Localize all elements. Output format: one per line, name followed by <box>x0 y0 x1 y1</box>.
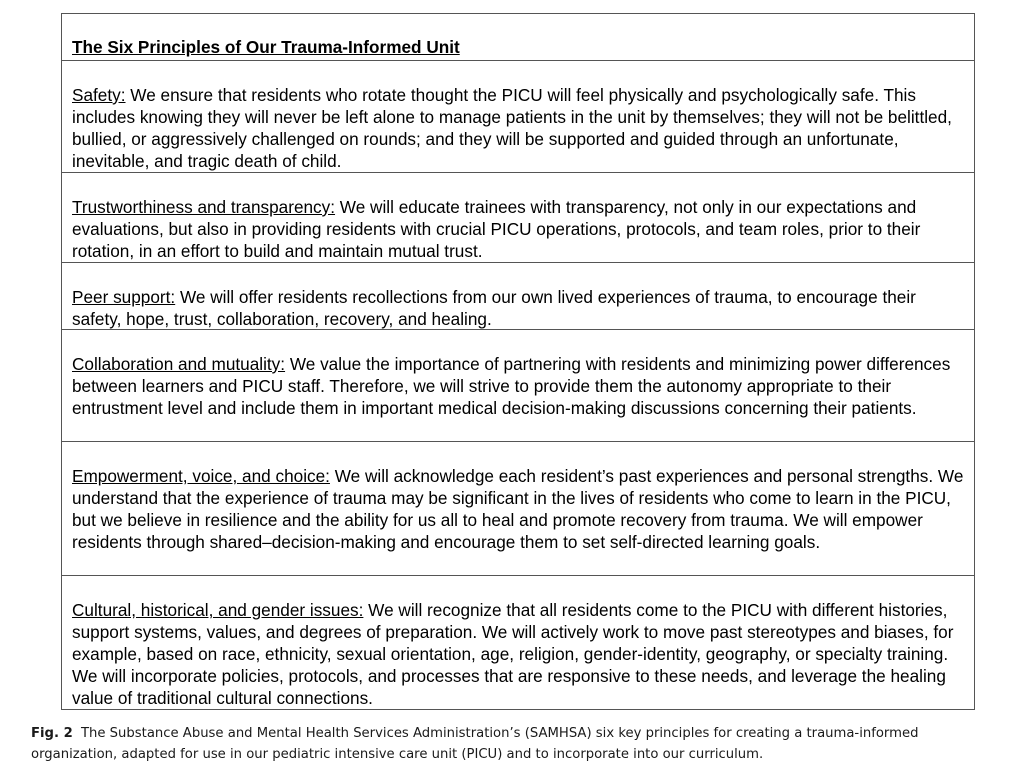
figure-caption <box>31 723 981 765</box>
principle-row-collaboration <box>62 329 974 441</box>
principle-row-empowerment <box>62 441 974 575</box>
principle-heading: Trustworthiness and transparency: <box>72 197 336 217</box>
table-title: The Six Principles of Our Trauma-Informed Unit <box>72 37 460 57</box>
caption-text: The Substance Abuse and Mental Health Services Administration’s (SAMHSA) six key principles for creating a trauma-informed organization, adapted for use in our pediatric intensive care unit (PICU) and to incorporate into our curriculum. <box>31 726 919 762</box>
principle-row-peer-support <box>62 262 974 329</box>
principle-row-cultural <box>62 575 974 709</box>
principle-heading: Safety: <box>72 85 126 105</box>
principle-heading: Empowerment, voice, and choice: <box>72 466 330 486</box>
principles-table <box>61 13 975 710</box>
principle-text: We will recognize that all residents come to the PICU with different histories, support systems, values, and degrees of preparation. We will actively work to move past stereotypes and biases, for example, based on race, ethnicity, sexual orientation, age, religion, gender-identity, geography, or specialty training. We will incorporate policies, protocols, and processes that are responsive to these needs, and leverage the healing value of traditional cultural connections. <box>72 600 954 708</box>
principle-text: We value the importance of partnering with residents and minimizing power differences between learners and PICU staff. Therefore, we will strive to provide them the autonomy appropriate to their entrustment level and include them in important medical decision-making discussions concerning their patients. <box>72 354 951 418</box>
principle-heading: Peer support: <box>72 287 176 307</box>
principle-row-trustworthiness <box>62 172 974 262</box>
principle-text: We will educate trainees with transparency, not only in our expectations and evaluations, but also in providing residents with crucial PICU operations, protocols, and team roles, prior to their rotation, in an effort to build and maintain mutual trust. <box>72 197 921 261</box>
principle-text: We will offer residents recollections from our own lived experiences of trauma, to encourage their safety, hope, trust, collaboration, recovery, and healing. <box>72 287 916 329</box>
table-title-row <box>62 14 974 60</box>
figure-label: Fig. 2 <box>31 726 73 741</box>
principle-text: We will acknowledge each resident’s past experiences and personal strengths. We understand that the experience of trauma may be significant in the lives of residents who come to learn in the PICU, but we believe in resilience and the ability for us all to heal and promote recovery from trauma. We will empower residents through shared–decision-making and encourage them to set self-directed learning goals. <box>72 466 964 552</box>
principle-heading: Cultural, historical, and gender issues: <box>72 600 364 620</box>
principle-heading: Collaboration and mutuality: <box>72 354 286 374</box>
principle-text: We ensure that residents who rotate thought the PICU will feel physically and psychologically safe. This includes knowing they will never be left alone to manage patients in the unit by themselves; they will not be belittled, bullied, or aggressively challenged on rounds; and they will be supported and guided through an unfortunate, inevitable, and tragic death of child. <box>72 85 952 171</box>
principle-row-safety <box>62 60 974 172</box>
